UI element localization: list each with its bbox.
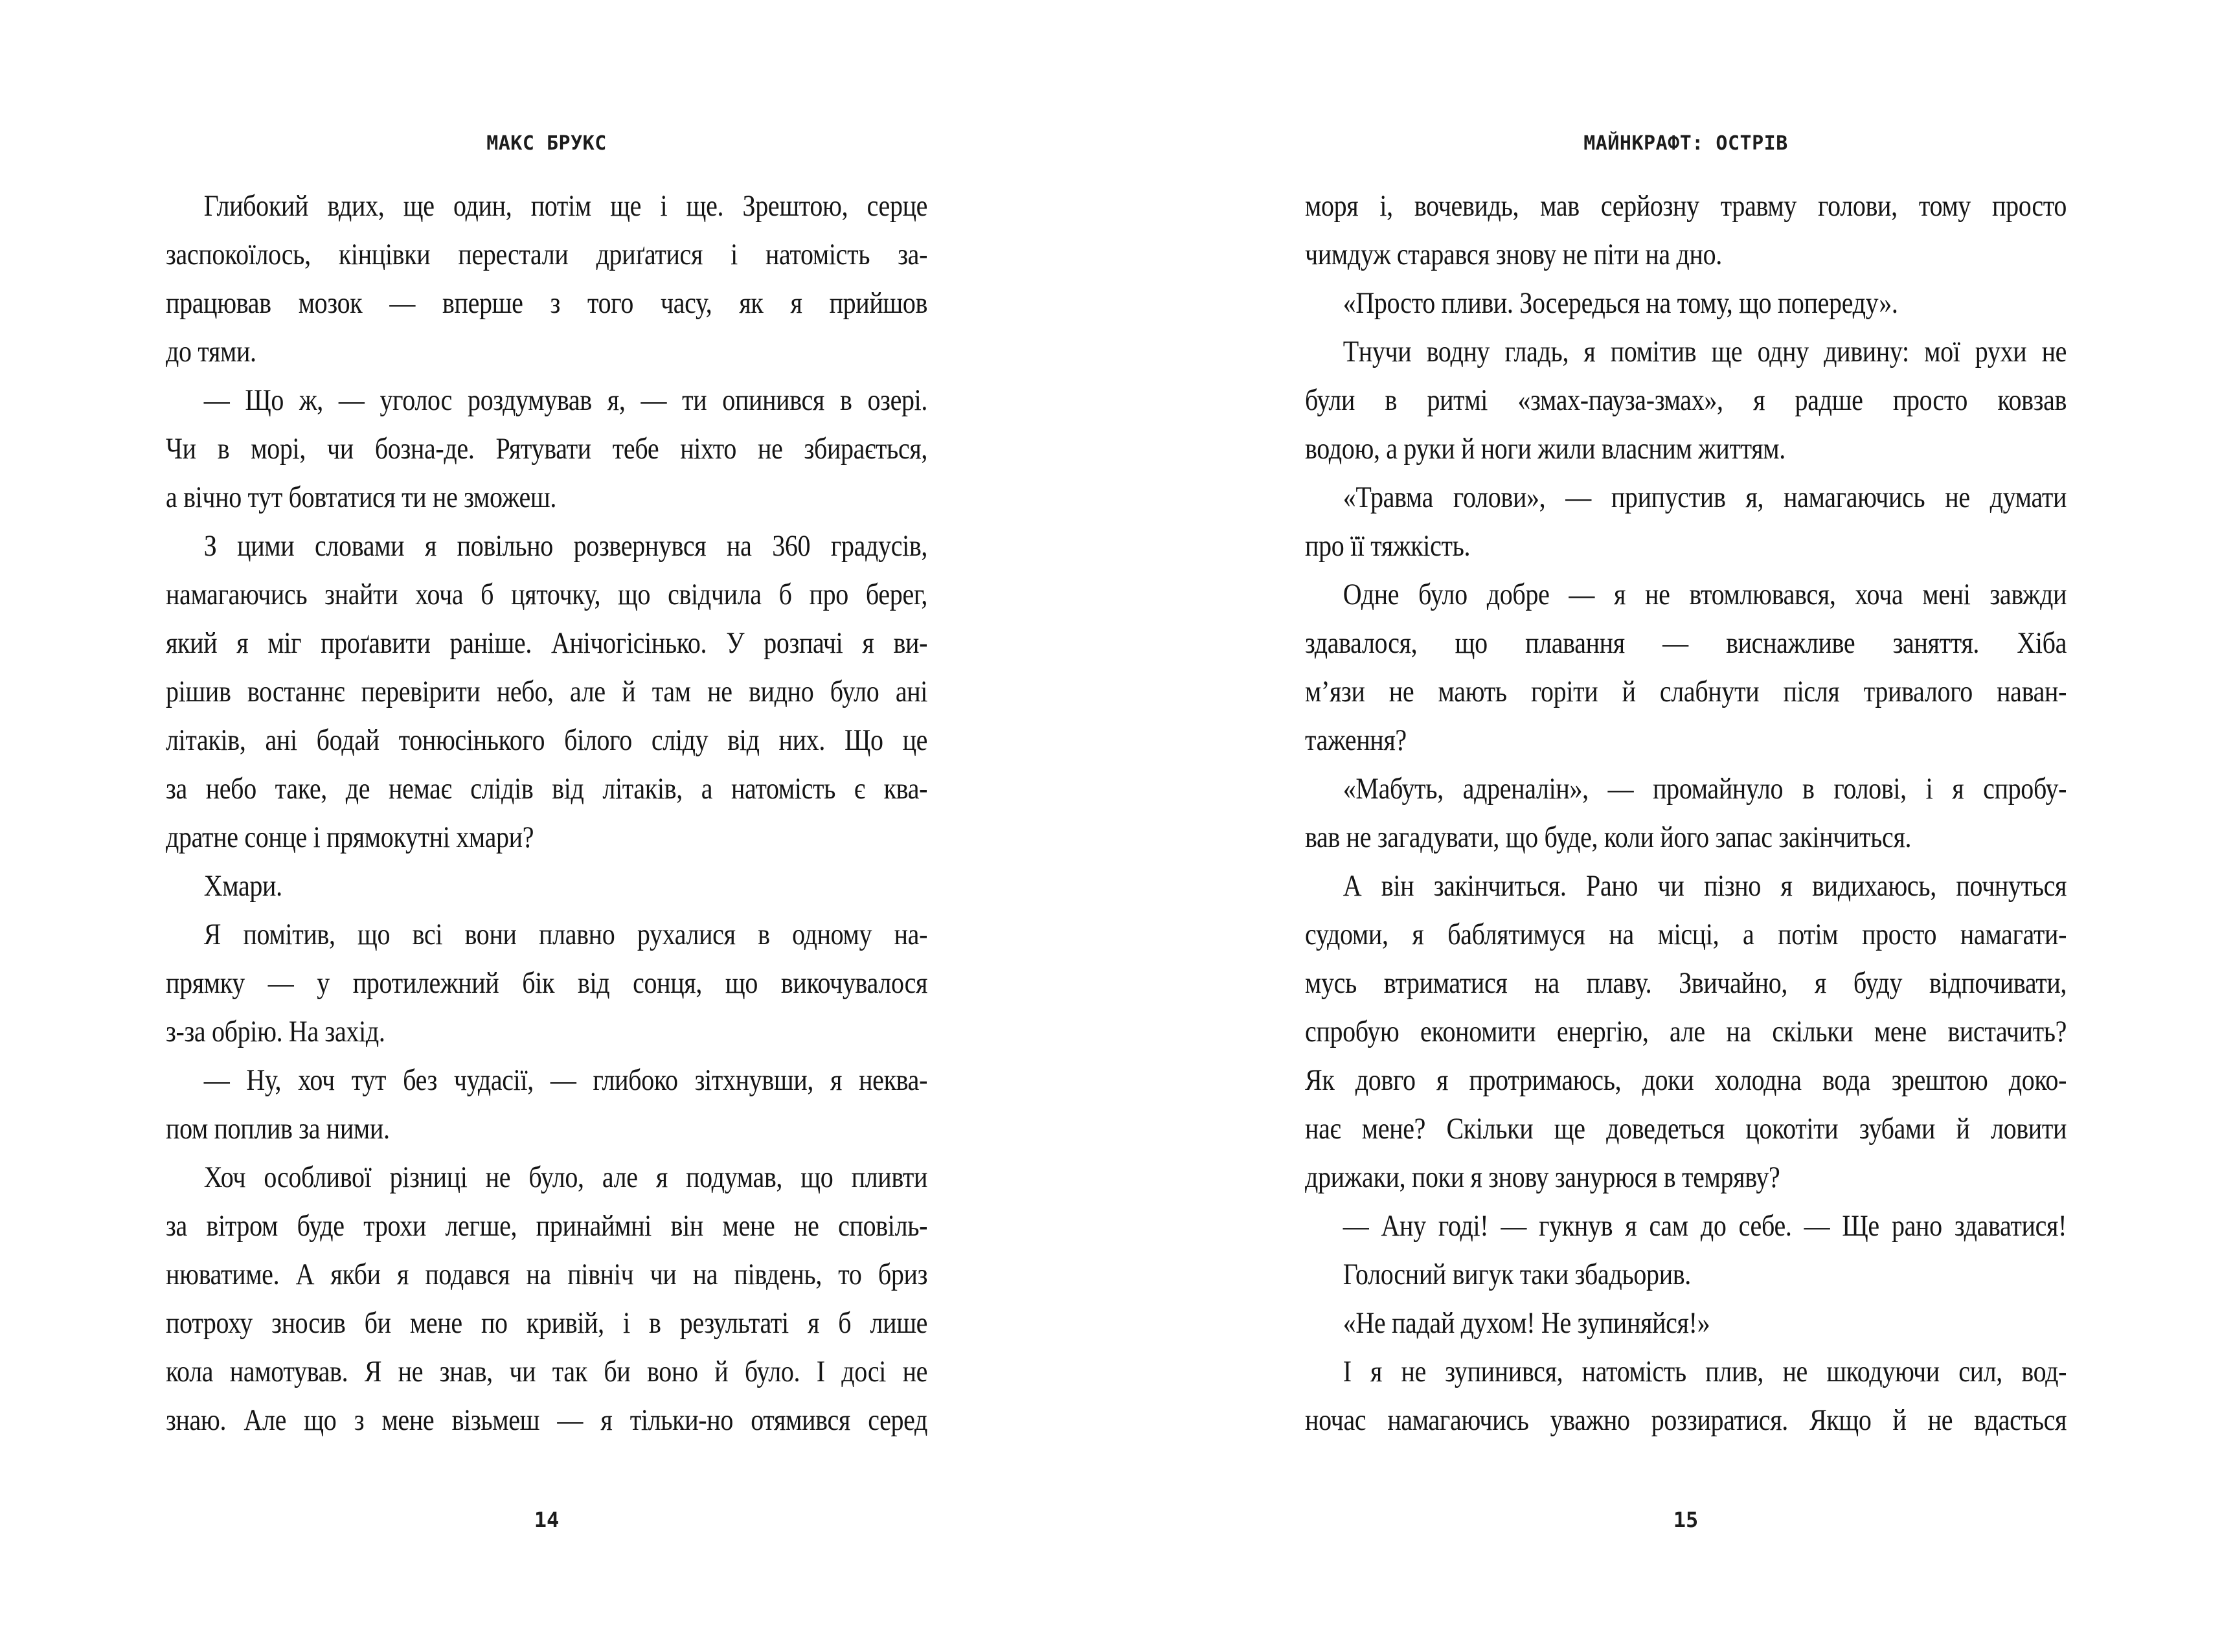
text-line: прямку — у протилежний бік від сонця, що викочувалося — [166, 966, 928, 1000]
text-column-right — [1305, 182, 2067, 1445]
text-line: рішив востаннє перевірити небо, але й там не видно було ані — [166, 675, 928, 708]
text-line: кола намотував. Я не знав, чи так би воно й було. І досі не — [166, 1355, 928, 1388]
text-line: пом поплив за ними. — [166, 1112, 390, 1146]
text-line: були в ритмі «змах-пауза-змах», я радше просто ковзав — [1305, 383, 2067, 417]
running-header-author: МАКС БРУКС — [486, 132, 607, 155]
text-line: Голосний вигук таки збадьорив. — [1343, 1258, 1691, 1291]
text-line: а вічно тут бовтатися ти не зможеш. — [166, 481, 556, 514]
text-line: Я помітив, що всі вони плавно рухалися в одному на- — [203, 918, 928, 951]
text-line: заспокоїлось, кінцівки перестали дриґатися і натомість за- — [166, 238, 928, 271]
text-line: «Мабуть, адреналін», — промайнуло в голові, і я спробу- — [1343, 772, 2067, 806]
text-line: Одне було добре — я не втомлювався, хоча мені завжди — [1343, 578, 2067, 611]
text-line: мусь втриматися на плаву. Звичайно, я буду відпочивати, — [1305, 966, 2067, 1000]
text-line: моря і, вочевидь, мав серйозну травму голови, тому просто — [1305, 189, 2067, 223]
text-line: «Не падай духом! Не зупиняйся!» — [1343, 1306, 1710, 1340]
text-line: який я міг проґавити раніше. Анічогісінько. У розпачі я ви- — [166, 626, 928, 660]
page-number-left: 14 — [534, 1508, 560, 1532]
text-line: чимдуж старався знову не піти на дно. — [1305, 238, 1722, 271]
text-line: дрижаки, поки я знову занурюся в темряву? — [1305, 1160, 1780, 1194]
text-line: Чи в морі, чи бозна-де. Рятувати тебе ніхто не збирається, — [166, 432, 928, 466]
text-line: А він закінчиться. Рано чи пізно я видихаюсь, почнуться — [1343, 869, 2067, 903]
text-line: потроху зносив би мене по кривій, і в результаті я б лише — [166, 1306, 928, 1340]
text-line: таження? — [1305, 723, 1407, 757]
text-line: м’язи не мають горіти й слабнути після тривалого наван- — [1305, 675, 2067, 708]
text-line: Хоч особливої різниці не було, але я подумав, що пливти — [203, 1160, 928, 1194]
text-line: Хмари. — [203, 869, 282, 903]
text-line: вав не загадувати, що буде, коли його запас закінчиться. — [1305, 820, 1912, 854]
text-line: «Просто пливи. Зосередься на тому, що попереду». — [1343, 286, 1898, 320]
text-line: за вітром буде трохи легше, принаймні він мене не сповіль- — [166, 1209, 928, 1243]
text-line: з-за обрію. На захід. — [166, 1015, 385, 1048]
text-line: ночас намагаючись уважно роззиратися. Якщо й не вдасться — [1305, 1403, 2067, 1437]
text-line: за небо таке, де немає слідів від літаків, а натомість є ква- — [166, 772, 928, 806]
text-column-left — [166, 182, 927, 1445]
text-line: І я не зупинився, натомість плив, не шкодуючи сил, вод- — [1343, 1355, 2067, 1388]
text-line: — Ну, хоч тут без чудасії, — глибоко зітхнувши, я неква- — [203, 1063, 928, 1097]
text-line: намагаючись знайти хоча б цяточку, що свідчила б про берег, — [166, 578, 928, 611]
text-line: «Травма голови», — припустив я, намагаючись не думати — [1343, 481, 2067, 514]
text-line: працював мозок — вперше з того часу, як я прийшов — [166, 286, 928, 320]
text-line: водою, а руки й ноги жили власним життям. — [1305, 432, 1785, 466]
text-line: Глибокий вдих, ще один, потім ще і ще. Зрештою, серце — [203, 189, 928, 223]
page-number-right: 15 — [1673, 1508, 1699, 1532]
text-line: — Ану годі! — гукнув я сам до себе. — Ще рано здаватися! — [1343, 1209, 2067, 1243]
page-left — [0, 0, 1116, 1652]
text-line: нає мене? Скільки ще доведеться цокотіти зубами й ловити — [1305, 1112, 2067, 1146]
text-line: про її тяжкість. — [1305, 529, 1471, 563]
text-line: Тнучи водну гладь, я помітив ще одну дивину: мої рухи не — [1343, 335, 2067, 368]
text-line: спробую економити енергію, але на скільки мене вистачить? — [1305, 1015, 2067, 1048]
text-line: судоми, я баблятимуся на місці, а потім просто намагати- — [1305, 918, 2067, 951]
text-line: літаків, ані бодай тонюсінького білого сліду від них. Що це — [166, 723, 928, 757]
text-line: З цими словами я повільно розвернувся на 360 градусів, — [203, 529, 928, 563]
text-line: Як довго я протримаюсь, доки холодна вода зрештою доко- — [1305, 1063, 2067, 1097]
text-line: — Що ж, — уголос роздумував я, — ти опинився в озері. — [203, 383, 928, 417]
running-header-title: МАЙНКРАФТ: ОСТРІВ — [1583, 132, 1788, 155]
text-line: нюватиме. А якби я подався на північ чи на південь, то бриз — [166, 1258, 928, 1291]
text-line: дратне сонце і прямокутні хмари? — [166, 820, 534, 854]
text-line: до тями. — [166, 335, 256, 368]
text-line: здавалося, що плавання — виснажливе заняття. Хіба — [1305, 626, 2067, 660]
page-right — [1116, 0, 2233, 1652]
text-line: знаю. Але що з мене візьмеш — я тільки-но отямився серед — [166, 1403, 928, 1437]
